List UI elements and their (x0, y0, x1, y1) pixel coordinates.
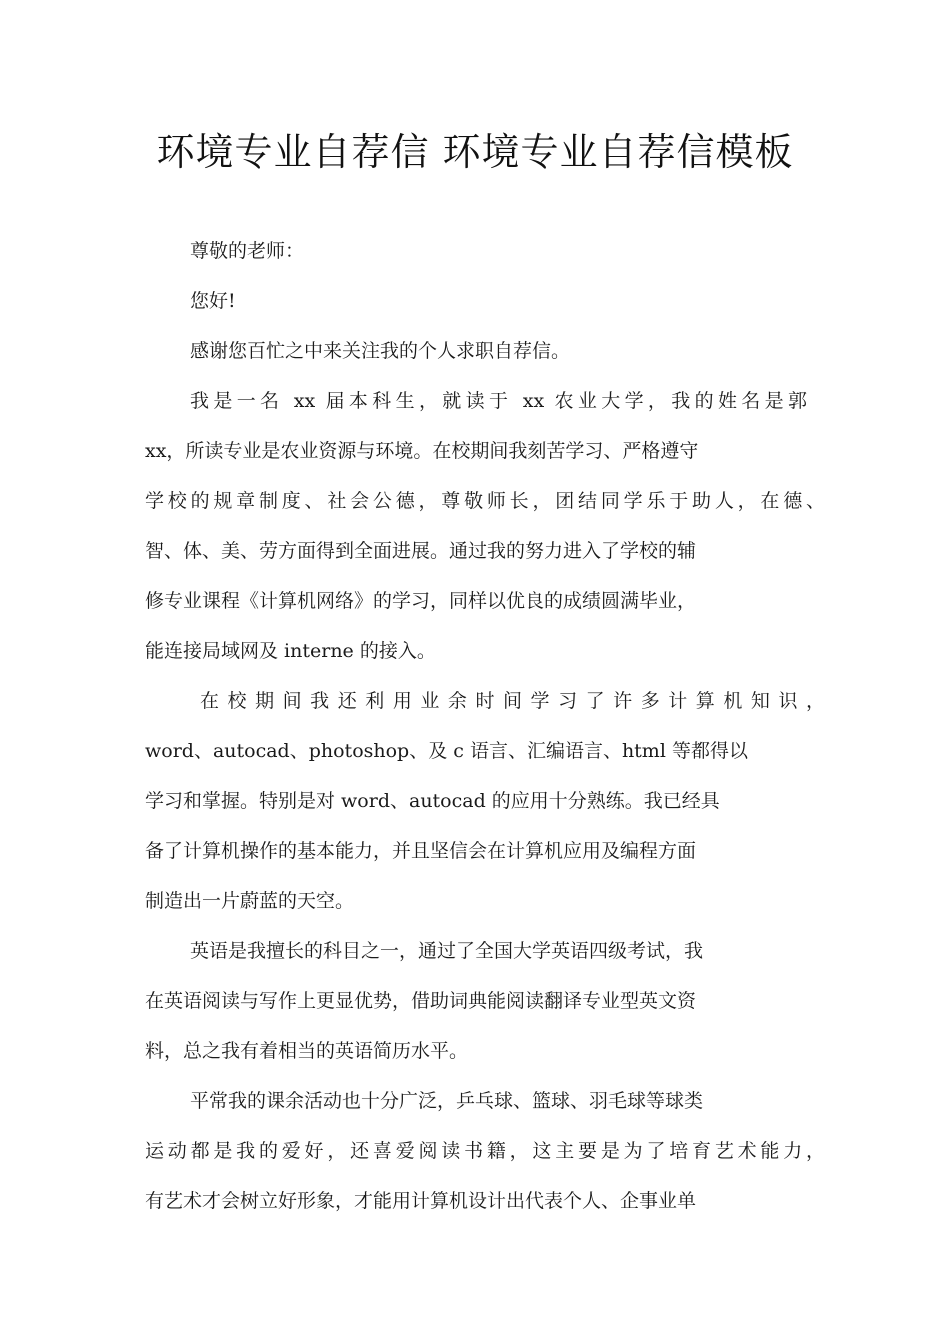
paragraph-line: 在英语阅读与写作上更显优势，借助词典能阅读翻译专业型英文资 (145, 990, 697, 1012)
paragraph-line: 料，总之我有着相当的英语简历水平。 (145, 1040, 469, 1062)
paragraph-line: 运动都是我的爱好，还喜爱阅读书籍，这主要是为了培育艺术能力， (145, 1140, 825, 1162)
paragraph-line: 学校的规章制度、社会公德，尊敬师长，团结同学乐于助人，在德、 (145, 490, 825, 512)
paragraph-line: 修专业课程《计算机网络》的学习，同样以优良的成绩圆满毕业， (145, 590, 697, 612)
paragraph-line: 备了计算机操作的基本能力，并且坚信会在计算机应用及编程方面 (145, 840, 697, 862)
paragraph-line: xx，所读专业是农业资源与环境。在校期间我刻苦学习、严格遵守 (145, 440, 699, 462)
salutation-line: 尊敬的老师： (190, 240, 305, 262)
paragraph-line: word、autocad、photoshop、及 c 语言、汇编语言、html 等都得以 (145, 740, 748, 762)
greeting-line: 您好! (190, 290, 236, 312)
paragraph-line: 制造出一片蔚蓝的天空。 (145, 890, 355, 912)
paragraph-line: 智、体、美、劳方面得到全面进展。通过我的努力进入了学校的辅 (145, 540, 697, 562)
paragraph-line: 感谢您百忙之中来关注我的个人求职自荐信。 (190, 340, 571, 362)
paragraph-line: 能连接局域网及 interne 的接入。 (145, 640, 436, 662)
paragraph-line: 我是一名 xx 届本科生，就读于 xx 农业大学，我的姓名是郭 (190, 390, 807, 412)
paragraph-line: 有艺术才会树立好形象，才能用计算机设计出代表个人、企事业单 (145, 1190, 697, 1212)
paragraph-line: 在校期间我还利用业余时间学习了许多计算机知识， (200, 690, 825, 712)
paragraph-line: 平常我的课余活动也十分广泛，乒乓球、篮球、羽毛球等球类 (190, 1090, 704, 1112)
document-title: 环境专业自荐信 环境专业自荐信模板 (156, 130, 794, 174)
paragraph-line: 学习和掌握。特别是对 word、autocad 的应用十分熟练。我已经具 (145, 790, 720, 812)
paragraph-line: 英语是我擅长的科目之一，通过了全国大学英语四级考试，我 (190, 940, 704, 962)
